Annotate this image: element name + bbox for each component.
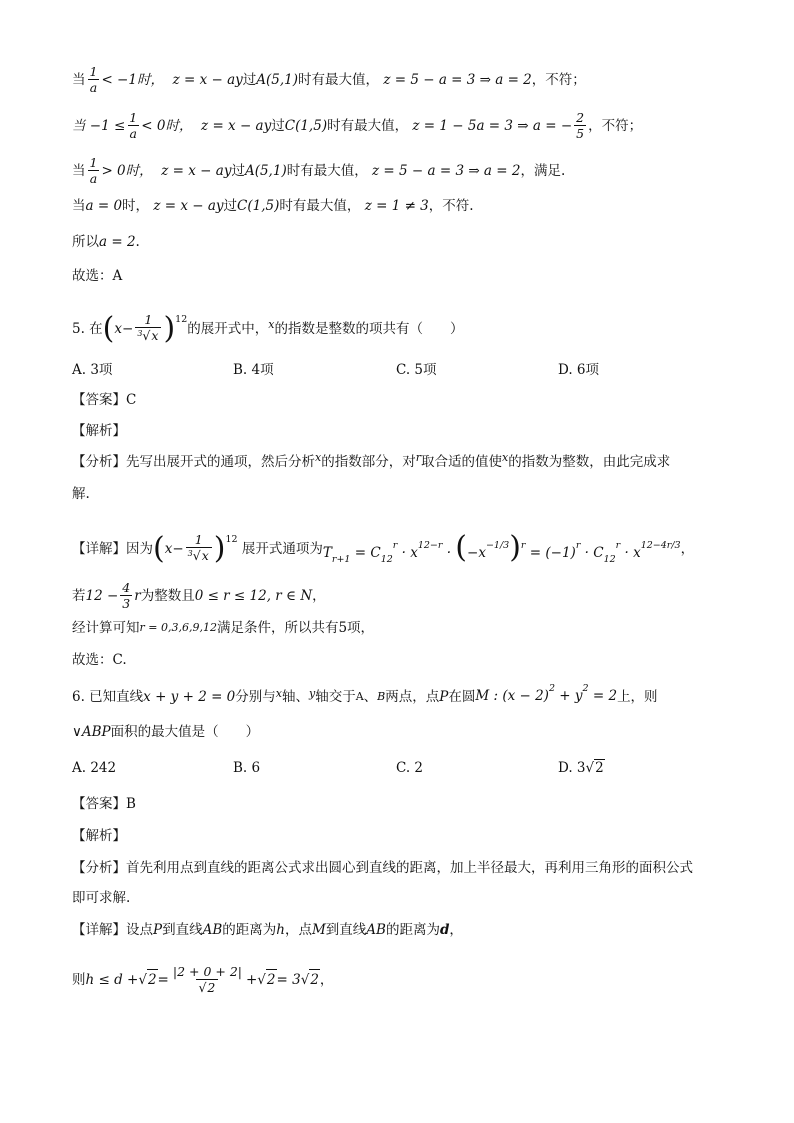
fraction-1-over-a: $\frac{1}{a}$ (129, 110, 138, 141)
answer-value: B (126, 796, 136, 812)
fenxi-tag: 【分析】 (72, 454, 126, 470)
choose-line (72, 266, 122, 286)
text: 时有最大值， (298, 71, 380, 88)
conclusion-line (72, 232, 140, 252)
text: > 0时， (101, 162, 153, 179)
math-expr: z = x − ay (172, 71, 243, 88)
option-d[interactable]: D. 6项 (558, 362, 600, 378)
question-number: 6. 已知直线 (72, 689, 144, 705)
analysis-line (72, 421, 126, 441)
text: 时有最大值， (279, 198, 361, 214)
text: 故选：A (72, 268, 123, 284)
detail-line-2: 若 12 − $\frac{4}{3}$ r 为整数且 0 ≤ r ≤ 12, r ∈ N ， (72, 580, 326, 611)
text: 时有最大值， (327, 117, 409, 134)
math-expr: z = x − ay (201, 117, 272, 134)
case-line-4 (72, 196, 474, 216)
math-expr: z = x − ay (153, 198, 224, 214)
option-b[interactable]: B. 6 (233, 760, 261, 776)
option-a[interactable]: A. 242 (72, 760, 117, 776)
detail-tag: 【详解】 (72, 540, 126, 557)
text: 当 (72, 71, 86, 88)
math-calc: z = 5 − a = 3 ⇒ a = 2 (383, 71, 532, 88)
question-number: 5. 在 (72, 320, 103, 337)
analysis-tag: 【解析】 (72, 828, 126, 844)
text: ，满足. (520, 162, 566, 179)
option-c[interactable]: C. 5项 (396, 362, 437, 378)
question-6-stem-2: ∨ABP 面积的最大值是（ ） (72, 724, 260, 740)
math-calc: z = 1 − 5a = 3 ⇒ a = − (412, 117, 573, 134)
detail-line-3: 经计算可知 r = 0,3,6,9,12 满足条件，所以共有5项， (72, 620, 375, 636)
detail-line-1: 【详解】 因为 ( x − $\frac{1}{^3√x}$ ) 12 展开式通项为 $T_{r+1} = C_{12}^r \cdot x^{12-r} \cdot (-x^{-1/3})^r = (-1)^r \cdot C_{12}^r \cdot x^{12-4r/3}$ ， (72, 529, 695, 566)
text: < 0时， (141, 117, 193, 134)
text: ，不符； (531, 71, 586, 88)
fenxi-line-2: 即可求解. (72, 890, 131, 906)
math-expr: z = x − ay (161, 162, 232, 179)
math-cond: a = 0 (85, 198, 123, 214)
question-6-stem-1: 6. 已知直线 x + y + 2 = 0 分别与 x 轴、 y 轴交于 A 、 B 两点，点 P 在圆 M : $(x - 2)^2 + y^2 = 2$ 上，则 (72, 683, 658, 705)
text: 过 (231, 162, 245, 179)
math-calc: z = 1 ≠ 3 (364, 198, 429, 214)
case-line-3 (72, 155, 565, 186)
text: 所以 (72, 234, 99, 250)
text: 的展开式中， (187, 320, 269, 337)
fraction-1-over-cbrt-x: $\frac{1}{^3√x}$ (135, 312, 161, 345)
text: 时有最大值， (286, 162, 368, 179)
fraction-4-over-3: $\frac{4}{3}$ (122, 580, 131, 611)
detail-tag: 【详解】 (72, 922, 126, 938)
question-5-stem: 5. 在 ( x − $\frac{1}{^3√x}$ ) 12 的展开式中， x 的指数是整数的项共有（ ） (72, 310, 464, 346)
math-point: C(1,5) (237, 198, 280, 214)
analysis-line (72, 826, 126, 846)
answer-tag: 【答案】 (72, 392, 126, 408)
case-line-2 (72, 110, 642, 141)
option-d[interactable]: D. 3√2 (558, 760, 604, 776)
choose-line-q5: 故选：C. (72, 652, 127, 668)
text: . (135, 234, 140, 250)
text: 过 (271, 117, 285, 134)
analysis-tag: 【解析】 (72, 423, 126, 439)
fraction-2-over-5: $\frac{2}{5}$ (576, 110, 585, 141)
fraction-distance: $\frac{|2 + 0 + 2|}{√2}$ (172, 964, 242, 995)
fenxi-line-1: 【分析】 先写出展开式的通项，然后分析 x 的指数部分，对 r 取合适的值使 x 的指数为整数，由此完成求 (72, 451, 671, 470)
option-c[interactable]: C. 2 (396, 760, 424, 776)
text: ，不符. (428, 198, 474, 214)
text: 当 (72, 162, 86, 179)
text: 过 (223, 198, 238, 214)
option-b[interactable]: B. 4项 (233, 362, 274, 378)
answer-tag: 【答案】 (72, 796, 126, 812)
text: ，不符； (588, 117, 643, 134)
text: < −1时， (101, 71, 164, 88)
answer-value: C (126, 392, 137, 408)
fenxi-line-1: 【分析】 首先利用点到直线的距离公式求出圆心到直线的距离，加上半径最大，再利用三角形的面积公式 (72, 860, 693, 876)
text: 当 −1 ≤ (72, 117, 126, 134)
text: 时， (122, 198, 150, 214)
detail-line-1: 【详解】 设点 P 到直线 AB 的距离为 h ，点 M 到直线 AB 的距离为 d ， (72, 922, 463, 938)
case-line-1 (72, 64, 586, 95)
text: 当 (72, 198, 86, 214)
fenxi-tag: 【分析】 (72, 860, 126, 876)
math-point: C(1,5) (284, 117, 328, 134)
math-calc: z = 5 − a = 3 ⇒ a = 2 (372, 162, 521, 179)
general-term: $T_{r+1} = C_{12}^r \cdot x^{12-r} \cdot (-x^{-1/3})^r = (-1)^r \cdot C_{12}^r \cdot x^{12-4r/3}$ (322, 529, 681, 565)
detail-line-2: 则 h ≤ d + √ 2 = $\frac{|2 + 0 + 2|}{√2}$ + √ 2 = 3 √ 2 ， (72, 964, 334, 995)
fraction-1-over-a: $\frac{1}{a}$ (89, 64, 98, 95)
text: 过 (242, 71, 257, 88)
option-a[interactable]: A. 3项 (72, 362, 113, 378)
fraction-1-over-a: $\frac{1}{a}$ (89, 155, 98, 186)
math-expr: a = 2 (99, 234, 136, 250)
fraction-1-over-cbrt-x: $\frac{1}{^3√x}$ (186, 532, 212, 565)
math-point: A(5,1) (244, 162, 287, 179)
fenxi-line-2: 解. (72, 486, 90, 502)
answer-line (72, 390, 136, 410)
answer-line (72, 794, 136, 814)
math-point: A(5,1) (256, 71, 299, 88)
text: 的指数是整数的项共有（ ） (274, 320, 464, 337)
